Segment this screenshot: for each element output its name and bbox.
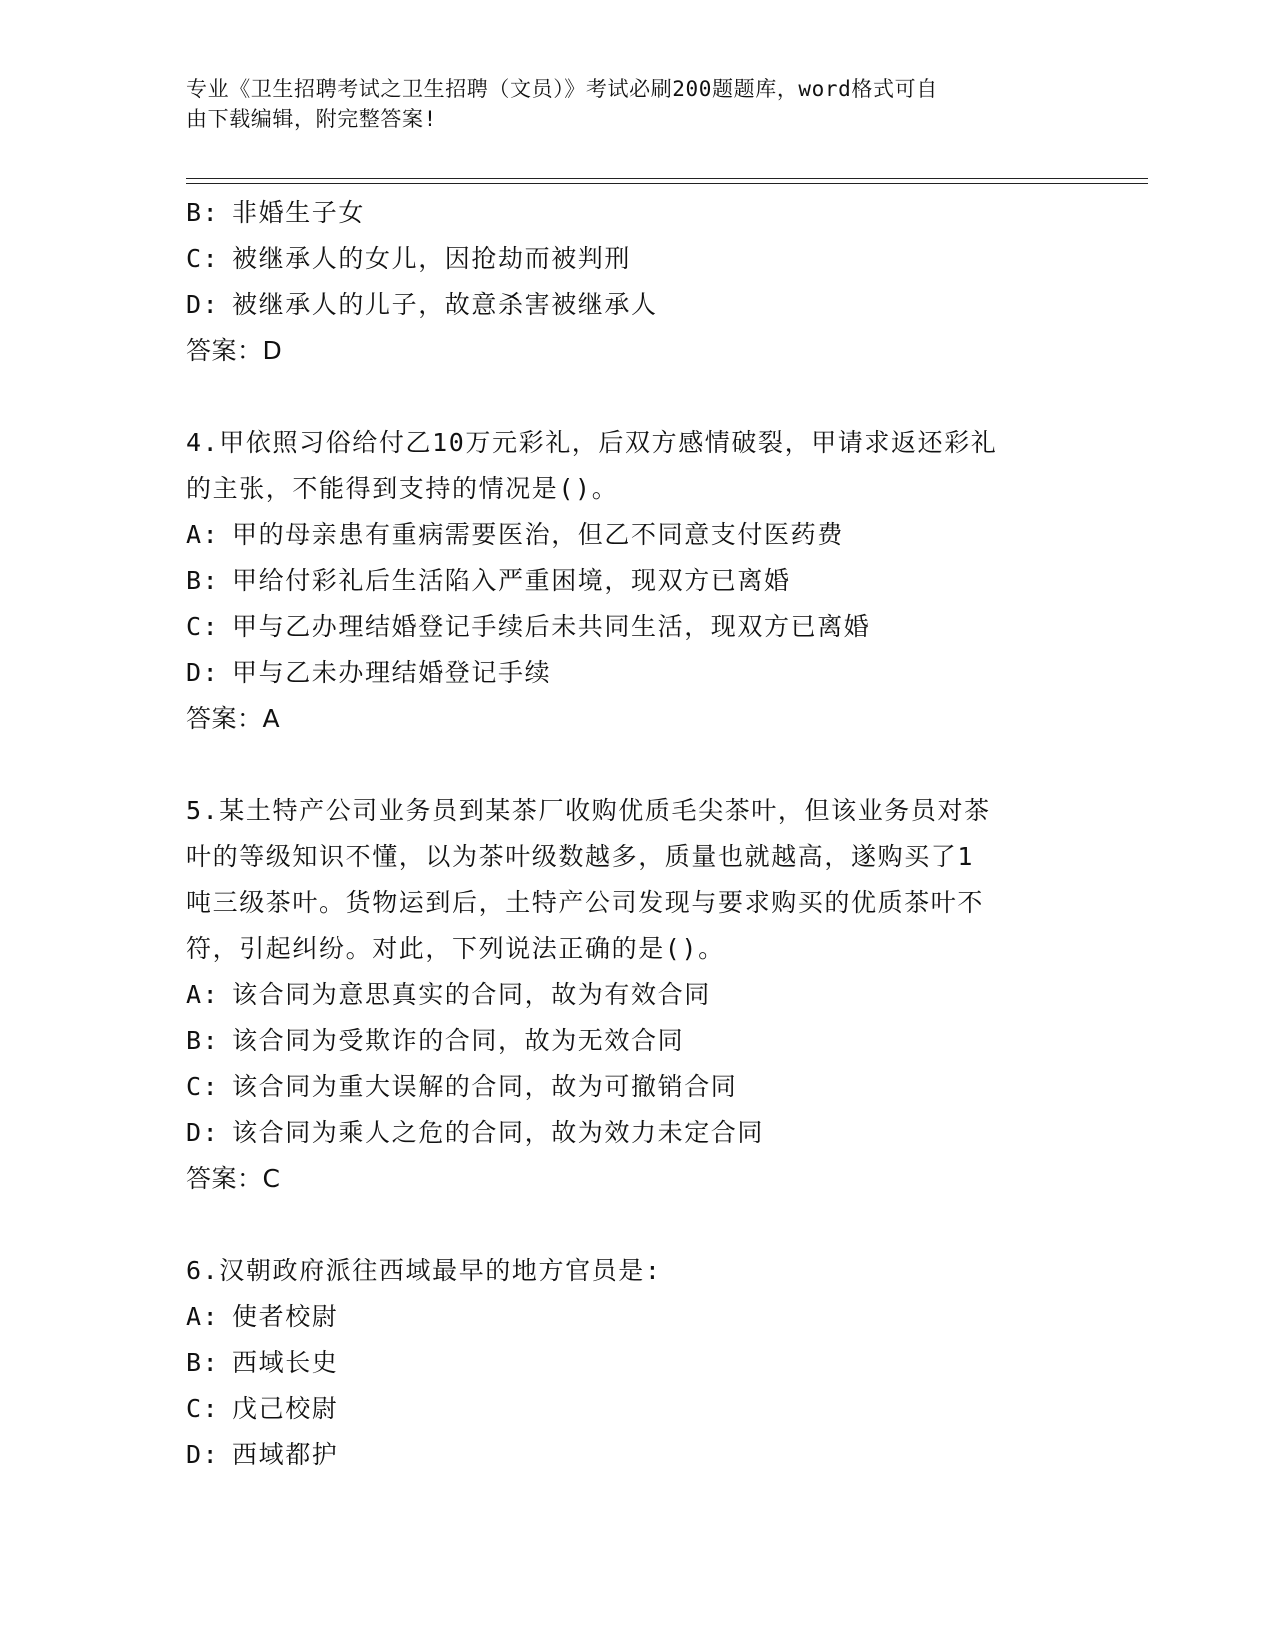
spacer	[186, 742, 1086, 788]
option-d: D: 被继承人的儿子，故意杀害被继承人	[186, 290, 658, 319]
question-text-line: 4.甲依照习俗给付乙10万元彩礼，后双方感情破裂，甲请求返还彩礼	[186, 428, 998, 457]
question-text-line: 5.某土特产公司业务员到某茶厂收购优质毛尖茶叶，但该业务员对茶	[186, 796, 991, 825]
header-rule-bottom	[186, 183, 1148, 184]
question-text-line: 吨三级茶叶。货物运到后，土特产公司发现与要求购买的优质茶叶不	[186, 888, 985, 917]
answer-line: 答案：C	[186, 1164, 281, 1193]
answer-line: 答案：A	[186, 704, 281, 733]
option-b: B: 非婚生子女	[186, 198, 366, 227]
option-b: B: 西域长史	[186, 1348, 339, 1377]
option-c: C: 甲与乙办理结婚登记手续后未共同生活，现双方已离婚	[186, 612, 871, 641]
question-3-continued	[186, 190, 1086, 374]
option-d: D: 西域都护	[186, 1440, 339, 1469]
option-c: C: 戊己校尉	[186, 1394, 339, 1423]
question-text-line: 的主张，不能得到支持的情况是()。	[186, 474, 619, 503]
answer-line: 答案：D	[186, 336, 283, 365]
option-a: A: 甲的母亲患有重病需要医治，但乙不同意支付医药费	[186, 520, 844, 549]
question-5	[186, 788, 1086, 1202]
question-6	[186, 1248, 1086, 1478]
document-body	[186, 190, 1086, 1478]
question-text-line: 符，引起纠纷。对此，下列说法正确的是()。	[186, 934, 725, 963]
question-text-line: 6.汉朝政府派往西域最早的地方官员是:	[186, 1256, 662, 1285]
option-a: A: 使者校尉	[186, 1302, 339, 1331]
spacer	[186, 1202, 1086, 1248]
question-4	[186, 420, 1086, 742]
option-b: B: 甲给付彩礼后生活陷入严重困境，现双方已离婚	[186, 566, 791, 595]
header-rule-top	[186, 178, 1148, 179]
option-c: C: 该合同为重大误解的合同，故为可撤销合同	[186, 1072, 738, 1101]
option-d: D: 甲与乙未办理结婚登记手续	[186, 658, 552, 687]
question-text-line: 叶的等级知识不懂，以为茶叶级数越多，质量也就越高，遂购买了1	[186, 842, 975, 871]
spacer	[186, 374, 1086, 420]
document-header	[186, 74, 1086, 134]
header-line-2: 由下载编辑，附完整答案!	[186, 107, 437, 131]
option-c: C: 被继承人的女儿，因抢劫而被判刑	[186, 244, 632, 273]
option-b: B: 该合同为受欺诈的合同，故为无效合同	[186, 1026, 685, 1055]
option-d: D: 该合同为乘人之危的合同，故为效力未定合同	[186, 1118, 765, 1147]
header-line-1: 专业《卫生招聘考试之卫生招聘（文员）》考试必刷200题题库，word格式可自	[186, 77, 938, 101]
option-a: A: 该合同为意思真实的合同，故为有效合同	[186, 980, 711, 1009]
